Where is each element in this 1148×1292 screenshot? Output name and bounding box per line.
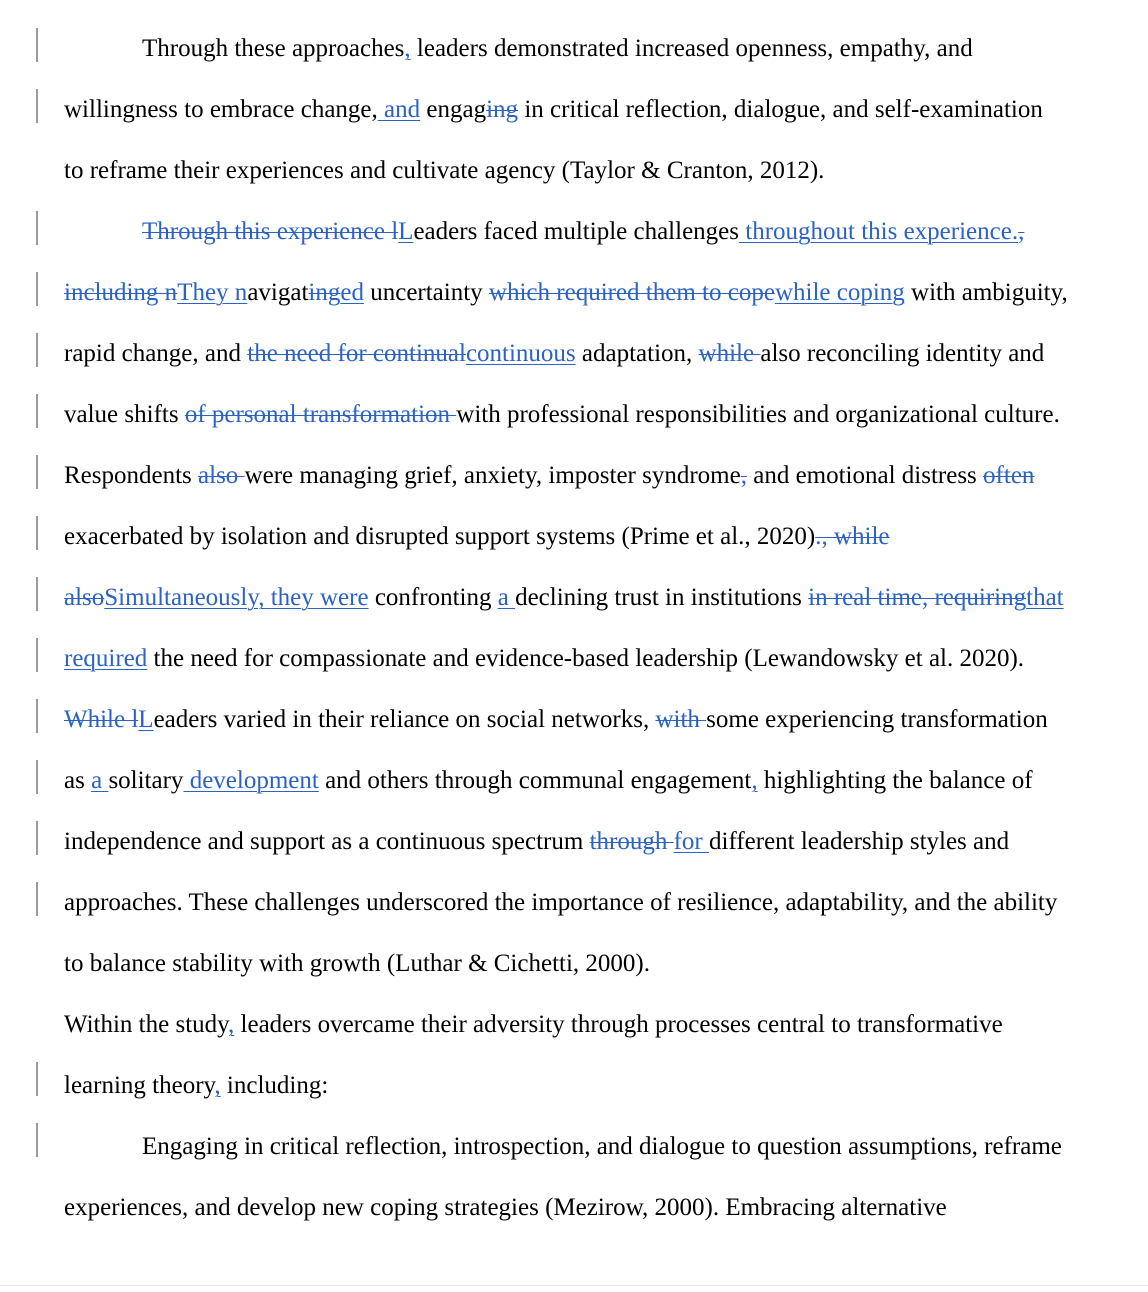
inserted-text: They n — [177, 279, 248, 306]
inserted-text: L — [138, 706, 154, 733]
body-text: the need for compassionate and evidence-based leadership (Lewandowsky et al. 2020). — [147, 645, 1025, 672]
inserted-text: Simultaneously, they were — [104, 584, 369, 611]
body-text: solitary — [108, 767, 184, 794]
body-text: engag — [420, 96, 487, 123]
deleted-text: Through this experience l — [142, 218, 399, 245]
body-text: Within the study — [64, 1011, 229, 1038]
body-text: uncertainty — [363, 279, 489, 306]
deleted-text: of personal transformation — [184, 401, 457, 428]
page-bottom-edge — [0, 1285, 1148, 1292]
body-text: highlighting the balance of independence and support as a continuous spectrum — [64, 767, 1033, 855]
deleted-text: , — [1018, 218, 1025, 245]
body-text: including: — [220, 1072, 329, 1099]
body-text: declining trust in institutions — [515, 584, 809, 611]
body-text: and others through communal engagement — [318, 767, 752, 794]
deleted-text: ing — [308, 279, 341, 306]
body-text: and emotional distress — [746, 462, 984, 489]
deleted-text: also — [198, 462, 245, 489]
inserted-text: , — [214, 1072, 221, 1099]
body-text: exacerbated by isolation and disrupted support systems (Prime et al., 2020) — [64, 523, 816, 550]
inserted-text: a — [497, 584, 516, 611]
inserted-text: for — [673, 828, 709, 855]
inserted-text: development — [183, 767, 319, 794]
body-text: with ambiguity, rapid change, and — [64, 279, 1068, 367]
inserted-text: , — [228, 1011, 235, 1038]
body-text: confronting — [368, 584, 498, 611]
body-text: adaptation, — [575, 340, 699, 367]
inserted-text: a — [91, 767, 109, 794]
paragraph[interactable] — [64, 201, 1068, 994]
deleted-text: with — [655, 706, 707, 733]
body-text: leaders demonstrated increased openness, empathy, and willingness to embrace change, — [64, 35, 973, 123]
body-text: eaders faced multiple challenges — [413, 218, 739, 245]
body-text: eaders varied in their reliance on social networks, — [153, 706, 656, 733]
inserted-text: and — [377, 96, 421, 123]
deleted-text: the need for continual — [247, 340, 466, 367]
body-text: some experiencing transformation as — [64, 706, 1048, 794]
paragraph[interactable] — [64, 1116, 1068, 1238]
deleted-text: , — [740, 462, 747, 489]
body-text: were managing grief, anxiety, imposter syndrome — [244, 462, 741, 489]
inserted-text: ed — [340, 279, 364, 306]
inserted-text: L — [398, 218, 414, 245]
deleted-text: often — [983, 462, 1035, 489]
deleted-text: while — [698, 340, 761, 367]
deleted-text: including n — [64, 279, 178, 306]
inserted-text: throughout this experience. — [739, 218, 1019, 245]
deleted-text: through — [589, 828, 674, 855]
paragraph[interactable] — [64, 18, 1068, 201]
body-text: also reconciling identity and value shifts — [64, 340, 1045, 428]
deleted-text: While l — [64, 706, 139, 733]
paragraph[interactable] — [64, 994, 1068, 1116]
inserted-text: that required — [64, 584, 1064, 672]
inserted-text: continuous — [465, 340, 576, 367]
deleted-text: in real time, requiring — [808, 584, 1027, 611]
body-text: different leadership styles and approaches. These challenges underscored the importance of resilience, adaptability, and the ability to balance stability with growth (Luthar & Cichetti, 2000). — [64, 828, 1058, 977]
inserted-text: while coping — [774, 279, 905, 306]
inserted-text: , — [404, 35, 411, 62]
deleted-text: which required them to cope — [488, 279, 775, 306]
body-text: Through these approaches — [142, 35, 405, 62]
body-text: with professional responsibilities and organizational culture. Respondents — [64, 401, 1060, 489]
body-text: avigat — [247, 279, 309, 306]
deleted-text: ing — [486, 96, 519, 123]
body-text: Engaging in critical reflection, introspection, and dialogue to question assumptions, reframe experiences, and develop new coping strategies (Mezirow, 2000). Embracing alternative — [64, 1133, 1062, 1221]
inserted-text: , — [751, 767, 758, 794]
body-text: in critical reflection, dialogue, and self-examination to reframe their experiences and cultivate agency (Taylor & Cranton, 2012). — [64, 96, 1043, 184]
body-text: leaders overcame their adversity through processes central to transformative learning theory — [64, 1011, 1003, 1099]
deleted-text: ., while also — [64, 523, 890, 611]
